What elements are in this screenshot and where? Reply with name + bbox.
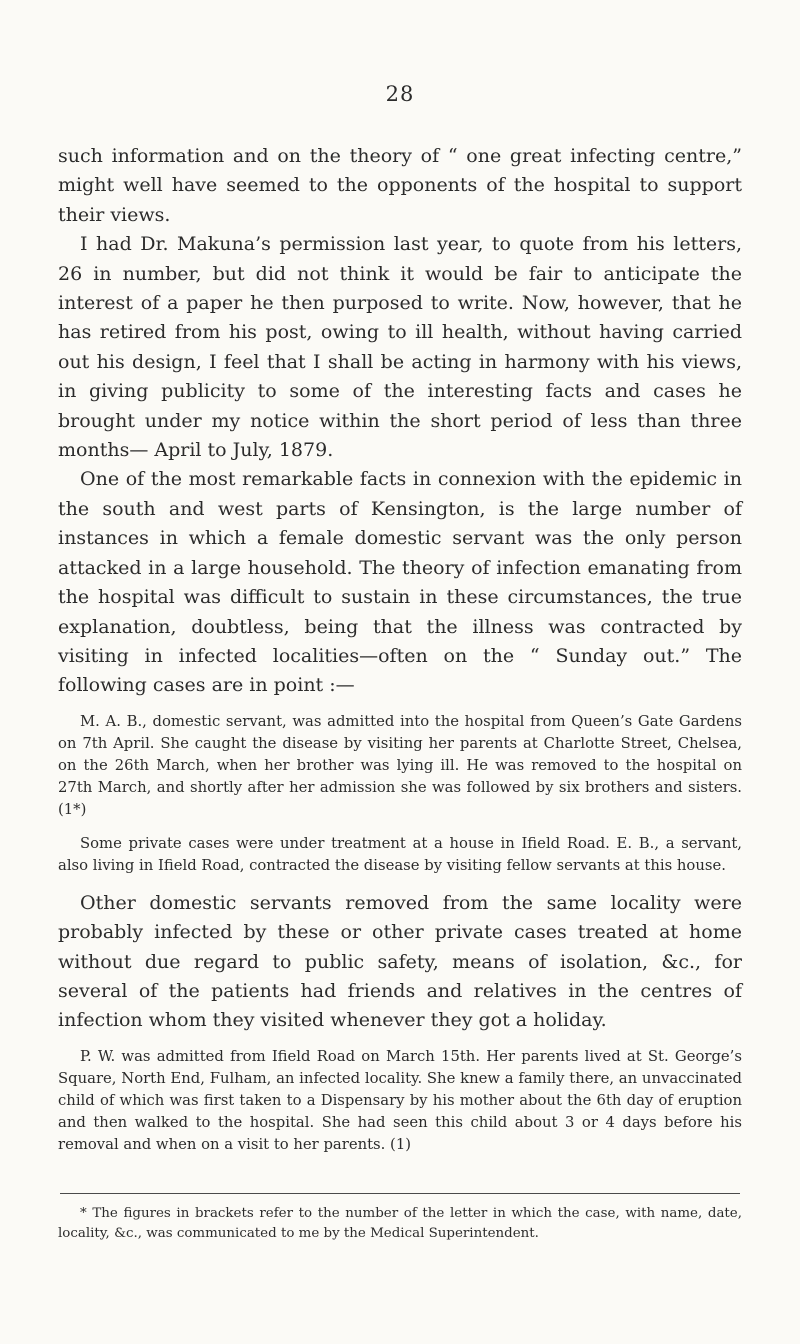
footnote: * The figures in brackets refer to the number of the letter in which the case, with name, date, locality, &c., was communicated to me by the Medical Superintendent. [58,1206,742,1241]
page-number: 28 [385,82,415,106]
page-body [58,142,742,1156]
footnote-divider [60,1193,740,1194]
paragraph-domestic-servants: One of the most remarkable facts in connexion with the epidemic in the south and west parts of Kensington, is the large number of instances in which a female domestic servant was the only person attacked in a large household. The theory of infection emanating from the hospital was difficult to sustain in these circumstances, the true explanation, doubtless, being that the illness was contracted by visiting in infected localities—often on the “ Sunday out.” The following cases are in point :— [58,468,742,697]
paragraph-other-servants: Other domestic servants removed from the same locality were probably infected by these or other private cases treated at home without due regard to public safety, means of isolation, &c., for several of the patients had friends and relatives in the centres of infection whom they visited whenever they got a holiday. [58,891,742,1032]
case-m-a-b: M. A. B., domestic servant, was admitted into the hospital from Queen’s Gate Gardens on 7th April. She caught the disease by visiting her parents at Charlotte Street, Chelsea, on the 26th March, when her brother was lying ill. He was removed to the hospital on 27th March, and shortly after her admission she was followed by six brothers and sisters. (1*) [58,712,742,818]
paragraph-continuation: such information and on the theory of “ one great infecting centre,” might well have seemed to the opponents of the hospital to support their views. [58,145,742,226]
paragraph-makuna-permission: I had Dr. Makuna’s permission last year, to quote from his letters, 26 in number, but did not think it would be fair to anticipate the interest of a paper he then purposed to write. Now, however, that he has retired from his post, owing to ill health, without having carried out his design, I feel that I shall be acting in harmony with his views, in giving publicity to some of the interesting facts and cases he brought under my notice within the short period of less than three months— April to July, 1879. [58,233,742,462]
case-e-b: Some private cases were under treatment at a house in Ifield Road. E. B., a servant, also living in Ifield Road, contracted the disease by visiting fellow servants at this house. [58,834,742,874]
case-p-w: P. W. was admitted from Ifield Road on March 15th. Her parents lived at St. George’s Square, North End, Fulham, an infected locality. She knew a family there, an unvaccinated child of which was first taken to a Dispensary by his mother about the 6th day of eruption and then walked to the hospital. She had seen this child about 3 or 4 days before his removal and when on a visit to her parents. (1) [58,1047,742,1153]
